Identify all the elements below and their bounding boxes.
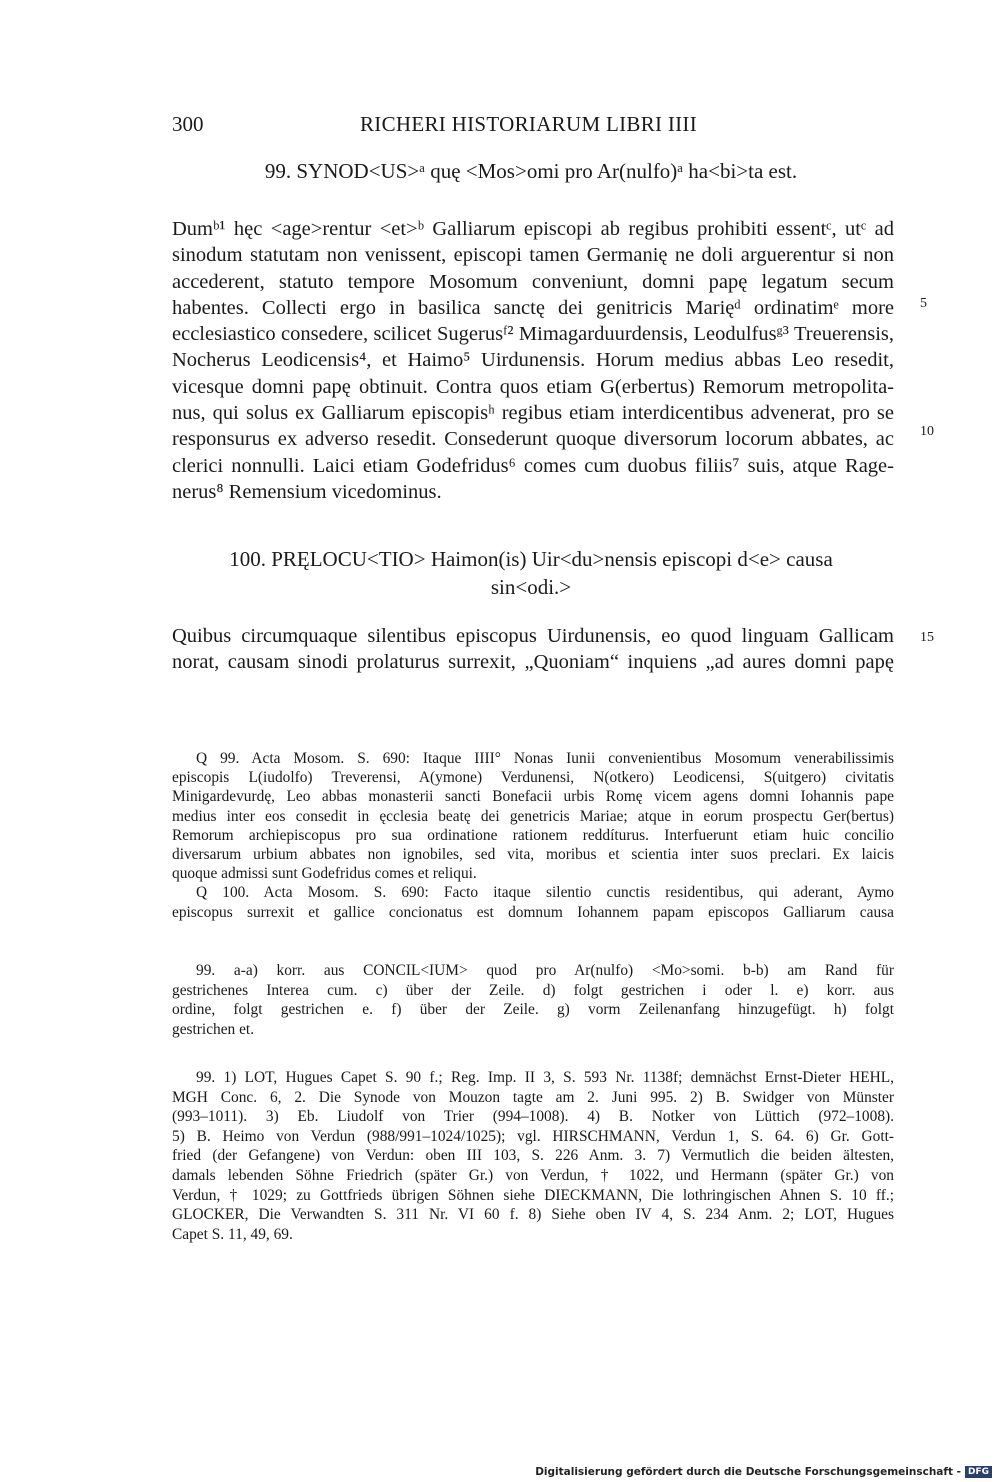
footnotes: [172, 1068, 894, 1244]
apparatus-line: gestrichen et.: [172, 1020, 255, 1038]
text-apparatus: [172, 961, 894, 1039]
text-line: nus, qui solus ex Galliarum episcopisʰ regibus etiam interdicentibus advenerat, pro se: [172, 402, 894, 425]
text-line: vicesque domni papę obtinuit. Contra quos etiam G(erbertus) Remorum metropolita-: [172, 375, 894, 398]
apparatus-line: ordine, folgt gestrichen e. f) über der Zeile. g) vorm Zeilenanfang hinzugefügt. h) folgt: [172, 1001, 894, 1019]
text-line: Nocherus Leodicensis⁴, et Haimo⁵ Uirdunensis. Horum medius abbas Leo resedit,: [172, 349, 894, 372]
footnote-line: 99. 1) LOT, Hugues Capet S. 90 f.; Reg. Imp. II 3, S. 593 Nr. 1138f; demnächst Ernst-Dieter HEHL,: [196, 1069, 894, 1086]
text-line: Dumᵇ¹ hęc <age>rentur <et>ᵇ Galliarum episcopi ab regibus prohibiti essentᶜ, utᶜ ad: [172, 218, 894, 240]
text-line: responsurus ex adverso resedit. Consederunt quoque diversorum locorum abbates, ac: [172, 428, 894, 451]
footnote-line: Verdun, † 1029; zu Gottfrieds übrigen Söhnen siehe DIECKMANN, Die lothringischen Ahnen S. 10 ff.;: [172, 1186, 894, 1204]
chapter-100-title-line: sin<odi.>: [490, 575, 572, 599]
text-line: nerus⁸ Remensium vicedominus.: [172, 480, 442, 503]
source-line: episcopis L(iudolfo) Treverensi, A(ymone) Verdunensi, N(otkero) Leodicensi, S(uitgero) civitatis: [172, 769, 894, 787]
chapter-99-title: 99. SYNOD<US>ᵃ quę <Mos>omi pro Ar(nulfo)ᵃ ha<bi>ta est.: [264, 159, 798, 183]
chapter-100-title: [170, 545, 892, 601]
apparatus-line: gestrichenes Interea cum. c) über der Zeile. d) folgt gestrichen i oder l. e) korr. aus: [172, 981, 894, 999]
source-line: diversarum urbium abbates non ignobiles, sed vita, moribus et scientia inter suos preclari. Ex laicis: [172, 845, 894, 863]
footnote-line: fried (der Gefangene) von Verdun: oben III 103, S. 226 Anm. 3. 7) Vermutlich die beiden ältesten,: [172, 1147, 894, 1165]
footnote-line: GLOCKER, Die Verwandten S. 311 Nr. VI 60 f. 8) Siehe oben IV 4, S. 234 Anm. 2; LOT, Hugues: [172, 1206, 894, 1224]
line-number: 10: [920, 424, 934, 439]
source-line: medius inter eos consedit in ęcclesia beatę dei genetricis Mariae; atque in eorum prospectu Ger(bertus): [172, 807, 894, 825]
text-line: accederent, statuto tempore Mosomum conveniunt, domni papę legatum secum: [172, 270, 894, 293]
text-line: norat, causam sinodi prolaturus surrexit, „Quoniam“ inquiens „ad aures domni papę: [172, 651, 894, 674]
apparatus-line: 99. a-a) korr. aus CONCIL<IUM> quod pro Ar(nulfo) <Mo>somi. b-b) am Rand für: [196, 962, 894, 979]
running-title: RICHERI HISTORIARUM LIBRI IIII: [360, 112, 698, 136]
source-line: Q 99. Acta Mosom. S. 690: Itaque IIII° Nonas Iunii convenientibus Mosomum venerabilissimis: [196, 750, 894, 767]
source-line: episcopus surrexit et gallice concionatus est domnum Iohannem papam episcopos Galliarum causa: [172, 903, 894, 921]
text-line: ecclesiastico consedere, scilicet Sugerusᶠ² Mimagarduurdensis, Leodulfusᵍ³ Treuerensis,: [172, 323, 894, 346]
funding-footer: [535, 1466, 992, 1478]
source-apparatus: [172, 749, 894, 922]
chapter-100-body: [172, 623, 894, 676]
chapter-100-title-line: 100. PRĘLOCU<TIO> Haimon(is) Uir<du>nensis episcopi d<e> causa: [229, 547, 833, 571]
text-line: habentes. Collecti ergo in basilica sanctę dei genitricis Marięᵈ ordinatimᵉ more: [172, 296, 894, 319]
footnote-line: Capet S. 11, 49, 69.: [172, 1225, 293, 1243]
footnote-line: (993–1011). 3) Eb. Liudolf von Trier (994–1008). 4) B. Notker von Lüttich (972–1008).: [172, 1108, 894, 1126]
source-line: quoque admissi sunt Godefridus comes et reliqui.: [172, 865, 477, 883]
line-number: 15: [920, 630, 934, 645]
line-number: 5: [920, 296, 927, 311]
funding-note: Digitalisierung gefördert durch die Deutsche Forschungsgemeinschaft -: [535, 1466, 961, 1478]
source-line: Remorum archiepiscopus pro sua ordinatione rationem reddíturus. Interfuerunt etiam huic concilio: [172, 826, 894, 844]
source-line: Q 100. Acta Mosom. S. 690: Facto itaque silentio cunctis residentibus, qui aderant, Aymo: [196, 884, 894, 902]
dfg-logo: DFG: [965, 1466, 992, 1478]
chapter-99-body: [172, 216, 894, 505]
page-number: 300: [172, 112, 204, 136]
text-line: clerici nonnulli. Laici etiam Godefridus⁶ comes cum duobus filiis⁷ suis, atque Rage-: [172, 454, 894, 477]
source-line: Minigardevurdę, Leo abbas monasterii sancti Bonefacii urbis Romę vicem agens domni Iohannis pape: [172, 788, 894, 806]
footnote-line: 5) B. Heimo von Verdun (988/991–1024/1025); vgl. HIRSCHMANN, Verdun 1, S. 64. 6) Gr. Gott-: [172, 1127, 894, 1145]
footnote-line: damals lebenden Söhne Friedrich (später Gr.) von Verdun, † 1022, und Hermann (später Gr.) von: [172, 1166, 894, 1184]
text-line: sinodum statutam non venissent, episcopi tamen Germanię ne doli arguerentur si non: [172, 244, 894, 267]
text-line: Quibus circumquaque silentibus episcopus Uirdunensis, eo quod linguam Gallicam: [172, 625, 894, 647]
footnote-line: MGH Conc. 6, 2. Die Synode von Mouzon tagte am 2. Juni 995. 2) B. Swidger von Münster: [172, 1088, 894, 1106]
